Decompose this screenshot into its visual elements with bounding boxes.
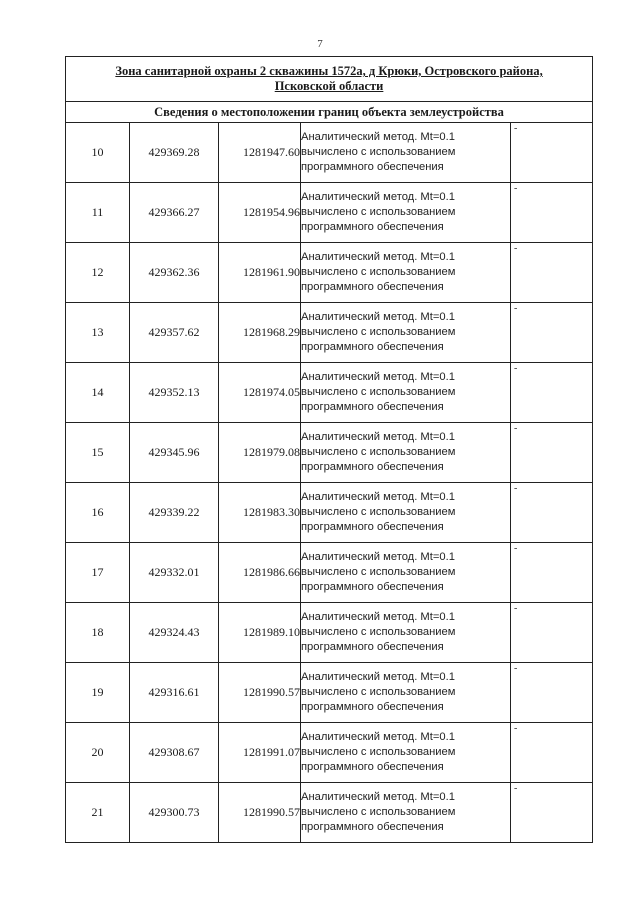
title-line-2: Псковской области (274, 79, 384, 93)
method-line: программного обеспечения (301, 401, 444, 413)
method-line: вычислено с использованием (301, 206, 456, 218)
point-number: 12 (66, 243, 130, 303)
note-cell (511, 663, 593, 723)
coordinate-y: 1281989.10 (219, 603, 301, 663)
method-line: Аналитический метод. Mt=0.1 (301, 251, 455, 263)
coordinate-x: 429339.22 (130, 483, 219, 543)
method-line: Аналитический метод. Mt=0.1 (301, 671, 455, 683)
note-dash: - (514, 723, 518, 734)
method-line: программного обеспечения (301, 161, 444, 173)
method-line: Аналитический метод. Mt=0.1 (301, 551, 455, 563)
coordinate-y: 1281979.08 (219, 423, 301, 483)
note-cell (511, 243, 593, 303)
method-line: программного обеспечения (301, 341, 444, 353)
coordinate-x: 429369.28 (130, 123, 219, 183)
table-row (66, 723, 593, 783)
point-number: 11 (66, 183, 130, 243)
coordinate-y: 1281983.30 (219, 483, 301, 543)
method-line: программного обеспечения (301, 281, 444, 293)
coordinate-y: 1281974.05 (219, 363, 301, 423)
method-line: Аналитический метод. Mt=0.1 (301, 791, 455, 803)
method-line: вычислено с использованием (301, 266, 456, 278)
method-line: программного обеспечения (301, 821, 444, 833)
coordinate-y: 1281990.57 (219, 783, 301, 843)
coordinate-y: 1281947.60 (219, 123, 301, 183)
method-description (301, 723, 511, 783)
note-dash: - (514, 423, 518, 434)
note-cell (511, 183, 593, 243)
table-row (66, 123, 593, 183)
point-number: 15 (66, 423, 130, 483)
coordinate-y: 1281954.96 (219, 183, 301, 243)
table-row (66, 423, 593, 483)
coordinate-y: 1281991.07 (219, 723, 301, 783)
coordinate-x: 429366.27 (130, 183, 219, 243)
coordinate-x: 429300.73 (130, 783, 219, 843)
note-dash: - (514, 663, 518, 674)
note-cell (511, 483, 593, 543)
coordinate-x: 429324.43 (130, 603, 219, 663)
method-description (301, 483, 511, 543)
document-title (66, 57, 593, 102)
method-description (301, 183, 511, 243)
title-line-1: Зона санитарной охраны 2 скважины 1572а, д Крюки, Островского района, (115, 64, 543, 78)
method-description (301, 663, 511, 723)
method-line: программного обеспечения (301, 221, 444, 233)
coordinate-x: 429308.67 (130, 723, 219, 783)
method-description (301, 603, 511, 663)
method-description (301, 783, 511, 843)
method-line: вычислено с использованием (301, 746, 456, 758)
table-row (66, 663, 593, 723)
method-line: Аналитический метод. Mt=0.1 (301, 431, 455, 443)
note-dash: - (514, 183, 518, 194)
method-line: Аналитический метод. Mt=0.1 (301, 131, 455, 143)
note-cell (511, 723, 593, 783)
method-description (301, 363, 511, 423)
method-line: программного обеспечения (301, 581, 444, 593)
note-dash: - (514, 243, 518, 254)
note-cell (511, 123, 593, 183)
table-row (66, 243, 593, 303)
note-dash: - (514, 363, 518, 374)
method-line: программного обеспечения (301, 461, 444, 473)
method-description (301, 123, 511, 183)
method-description (301, 543, 511, 603)
method-line: Аналитический метод. Mt=0.1 (301, 371, 455, 383)
coordinate-x: 429362.36 (130, 243, 219, 303)
section-subtitle: Сведения о местоположении границ объекта землеустройства (66, 102, 593, 123)
method-description (301, 303, 511, 363)
point-number: 16 (66, 483, 130, 543)
method-line: программного обеспечения (301, 701, 444, 713)
coordinate-x: 429345.96 (130, 423, 219, 483)
point-number: 17 (66, 543, 130, 603)
method-line: вычислено с использованием (301, 326, 456, 338)
method-line: программного обеспечения (301, 521, 444, 533)
method-line: вычислено с использованием (301, 686, 456, 698)
note-dash: - (514, 483, 518, 494)
boundary-table (65, 56, 593, 843)
table-row (66, 543, 593, 603)
coordinate-y: 1281990.57 (219, 663, 301, 723)
note-dash: - (514, 303, 518, 314)
method-line: Аналитический метод. Mt=0.1 (301, 491, 455, 503)
note-dash: - (514, 123, 518, 134)
method-line: Аналитический метод. Mt=0.1 (301, 731, 455, 743)
subtitle-row (66, 102, 593, 123)
note-dash: - (514, 603, 518, 614)
table-row (66, 183, 593, 243)
method-description (301, 243, 511, 303)
table-row (66, 783, 593, 843)
note-cell (511, 423, 593, 483)
point-number: 10 (66, 123, 130, 183)
method-line: вычислено с использованием (301, 506, 456, 518)
title-row (66, 57, 593, 102)
coordinate-x: 429316.61 (130, 663, 219, 723)
coordinate-y: 1281986.66 (219, 543, 301, 603)
method-line: вычислено с использованием (301, 386, 456, 398)
note-dash: - (514, 783, 518, 794)
point-number: 20 (66, 723, 130, 783)
method-line: вычислено с использованием (301, 806, 456, 818)
method-line: программного обеспечения (301, 761, 444, 773)
note-cell (511, 363, 593, 423)
table-row (66, 483, 593, 543)
method-line: вычислено с использованием (301, 446, 456, 458)
method-line: Аналитический метод. Mt=0.1 (301, 311, 455, 323)
method-line: вычислено с использованием (301, 146, 456, 158)
note-cell (511, 303, 593, 363)
method-line: Аналитический метод. Mt=0.1 (301, 611, 455, 623)
note-cell (511, 783, 593, 843)
point-number: 14 (66, 363, 130, 423)
method-line: вычислено с использованием (301, 566, 456, 578)
page-number: 7 (317, 38, 323, 50)
coordinate-x: 429332.01 (130, 543, 219, 603)
point-number: 18 (66, 603, 130, 663)
coordinate-x: 429357.62 (130, 303, 219, 363)
note-cell (511, 603, 593, 663)
point-number: 21 (66, 783, 130, 843)
point-number: 19 (66, 663, 130, 723)
method-line: вычислено с использованием (301, 626, 456, 638)
table-row (66, 303, 593, 363)
method-line: Аналитический метод. Mt=0.1 (301, 191, 455, 203)
coordinate-y: 1281961.90 (219, 243, 301, 303)
note-cell (511, 543, 593, 603)
table-row (66, 363, 593, 423)
note-dash: - (514, 543, 518, 554)
method-line: программного обеспечения (301, 641, 444, 653)
point-number: 13 (66, 303, 130, 363)
table-row (66, 603, 593, 663)
coordinate-y: 1281968.29 (219, 303, 301, 363)
method-description (301, 423, 511, 483)
coordinate-x: 429352.13 (130, 363, 219, 423)
